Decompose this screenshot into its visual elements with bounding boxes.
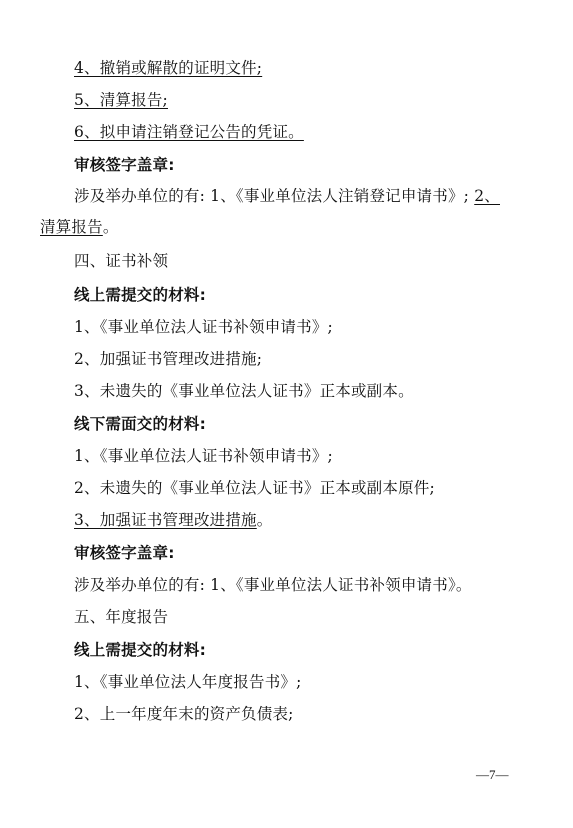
item-4-revocation-proof: 4、撤销或解散的证明文件; [74,59,263,77]
offline-materials-heading: 线下需面交的材料: [74,415,206,433]
offline-item-1: 1、《事业单位法人证书补领申请书》; [74,447,333,465]
review-signature-heading-2: 审核签字盖章: [74,544,175,562]
offline-item-2: 2、未遗失的《事业单位法人证书》正本或副本原件; [74,479,435,497]
item-5-text: 5、清算报告; [74,91,168,109]
review-signature-heading-1: 审核签字盖章: [74,156,175,174]
item-6-text: 6、拟申请注销登记公告的凭证。 [74,123,304,141]
annual-item-2: 2、上一年度年末的资产负债表; [74,705,294,723]
annual-item-1: 1、《事业单位法人年度报告书》; [74,673,302,691]
offline-item-3 [74,509,272,531]
section-4-title: 四、证书补领 [74,252,169,270]
online-item-1: 1、《事业单位法人证书补领申请书》; [74,318,333,336]
page-number: —7— [476,767,509,782]
online-materials-heading-1: 线上需提交的材料: [74,286,206,304]
sponsor-involvement-line-1 [74,185,500,207]
liquidation-report-text: 清算报告 [40,218,103,236]
sponsor-involvement-line-3: 涉及举办单位的有: 1、《事业单位法人证书补领申请书》。 [74,576,472,594]
item-6-announcement-voucher [74,121,304,143]
online-materials-heading-2: 线上需提交的材料: [74,641,206,659]
sponsor-text-1: 涉及举办单位的有: 1、《事业单位法人注销登记申请书》; [74,187,470,205]
sponsor-involvement-line-2 [40,216,119,238]
section-5-title: 五、年度报告 [74,608,169,626]
period-1: 。 [102,218,119,236]
item-5-liquidation-report [74,89,168,111]
sponsor-item-2-prefix: 2、 [474,187,500,205]
offline-item-3-text: 3、加强证书管理改进措施 [74,511,257,529]
online-item-3: 3、未遗失的《事业单位法人证书》正本或副本。 [74,382,414,400]
online-item-2: 2、加强证书管理改进措施; [74,350,263,368]
period-2: 。 [256,511,273,529]
